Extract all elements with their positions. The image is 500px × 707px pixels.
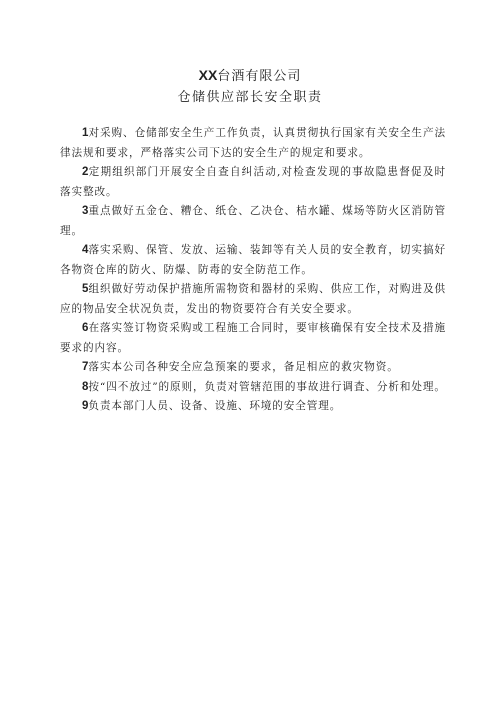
clause-text: 落实本公司各种安全应急预案的要求，备足相应的救灾物资。 — [88, 361, 399, 373]
clause-8 — [60, 378, 446, 398]
title-block — [0, 66, 500, 107]
clause-5 — [60, 280, 446, 319]
clause-number: 2 — [82, 166, 89, 178]
clause-1 — [60, 124, 446, 163]
clause-number: 8 — [82, 380, 89, 393]
clause-7 — [60, 358, 446, 378]
clause-text: 对采购、仓储部安全生产工作负责，认真贯彻执行国家有关安全生产法律法规和要求，严格落实公司下达的安全生产的规定和要求。 — [60, 127, 446, 159]
clause-text: 定期组织部门开展安全自查自纠活动,对检查发现的事故隐患督促及时落实整改。 — [60, 166, 446, 198]
clause-text: 按“四不放过”的原则，负责对管辖范围的事故进行调査、分析和处理。 — [88, 380, 446, 393]
company-name-prefix: XX — [198, 67, 218, 83]
clause-number: 5 — [82, 283, 89, 295]
clause-9 — [60, 397, 446, 417]
clause-text: 组织做好劳动保护措施所需物资和器材的采购、供应工作，对购进及供应的物品安全状况负责，发出的物资要符合有关安全要求。 — [60, 283, 446, 315]
clause-text: 在落实签订物资采购或工程施工合同时，要审核确保有安全技术及措施要求的内容。 — [60, 322, 446, 354]
company-name — [0, 66, 500, 86]
clause-3 — [60, 202, 446, 241]
clause-4 — [60, 241, 446, 280]
company-name-rest: 台酒有限公司 — [217, 69, 302, 84]
clause-text: 负责本部门人员、设备、设施、环境的安全管理。 — [88, 400, 342, 412]
clause-2 — [60, 163, 446, 202]
clause-6 — [60, 319, 446, 358]
clause-number: 9 — [82, 400, 89, 412]
clause-number: 7 — [82, 361, 89, 373]
clause-number: 6 — [82, 322, 89, 334]
clause-number: 4 — [82, 244, 89, 256]
clause-text: 落实采购、保管、发放、运输、装卸等有关人员的安全教育，切实搞好各物资仓库的防火、防爆、防毒的安全防范工作。 — [60, 244, 446, 276]
clause-list — [60, 124, 446, 417]
document-title: 仓储供应部长安全职责 — [177, 90, 323, 105]
clause-text: 重点做好五金仓、糟仓、纸仓、乙决仓、桔水罐、煤场等防火区消防管理。 — [60, 205, 446, 237]
clause-number: 1 — [82, 127, 89, 139]
clause-number: 3 — [82, 205, 89, 217]
